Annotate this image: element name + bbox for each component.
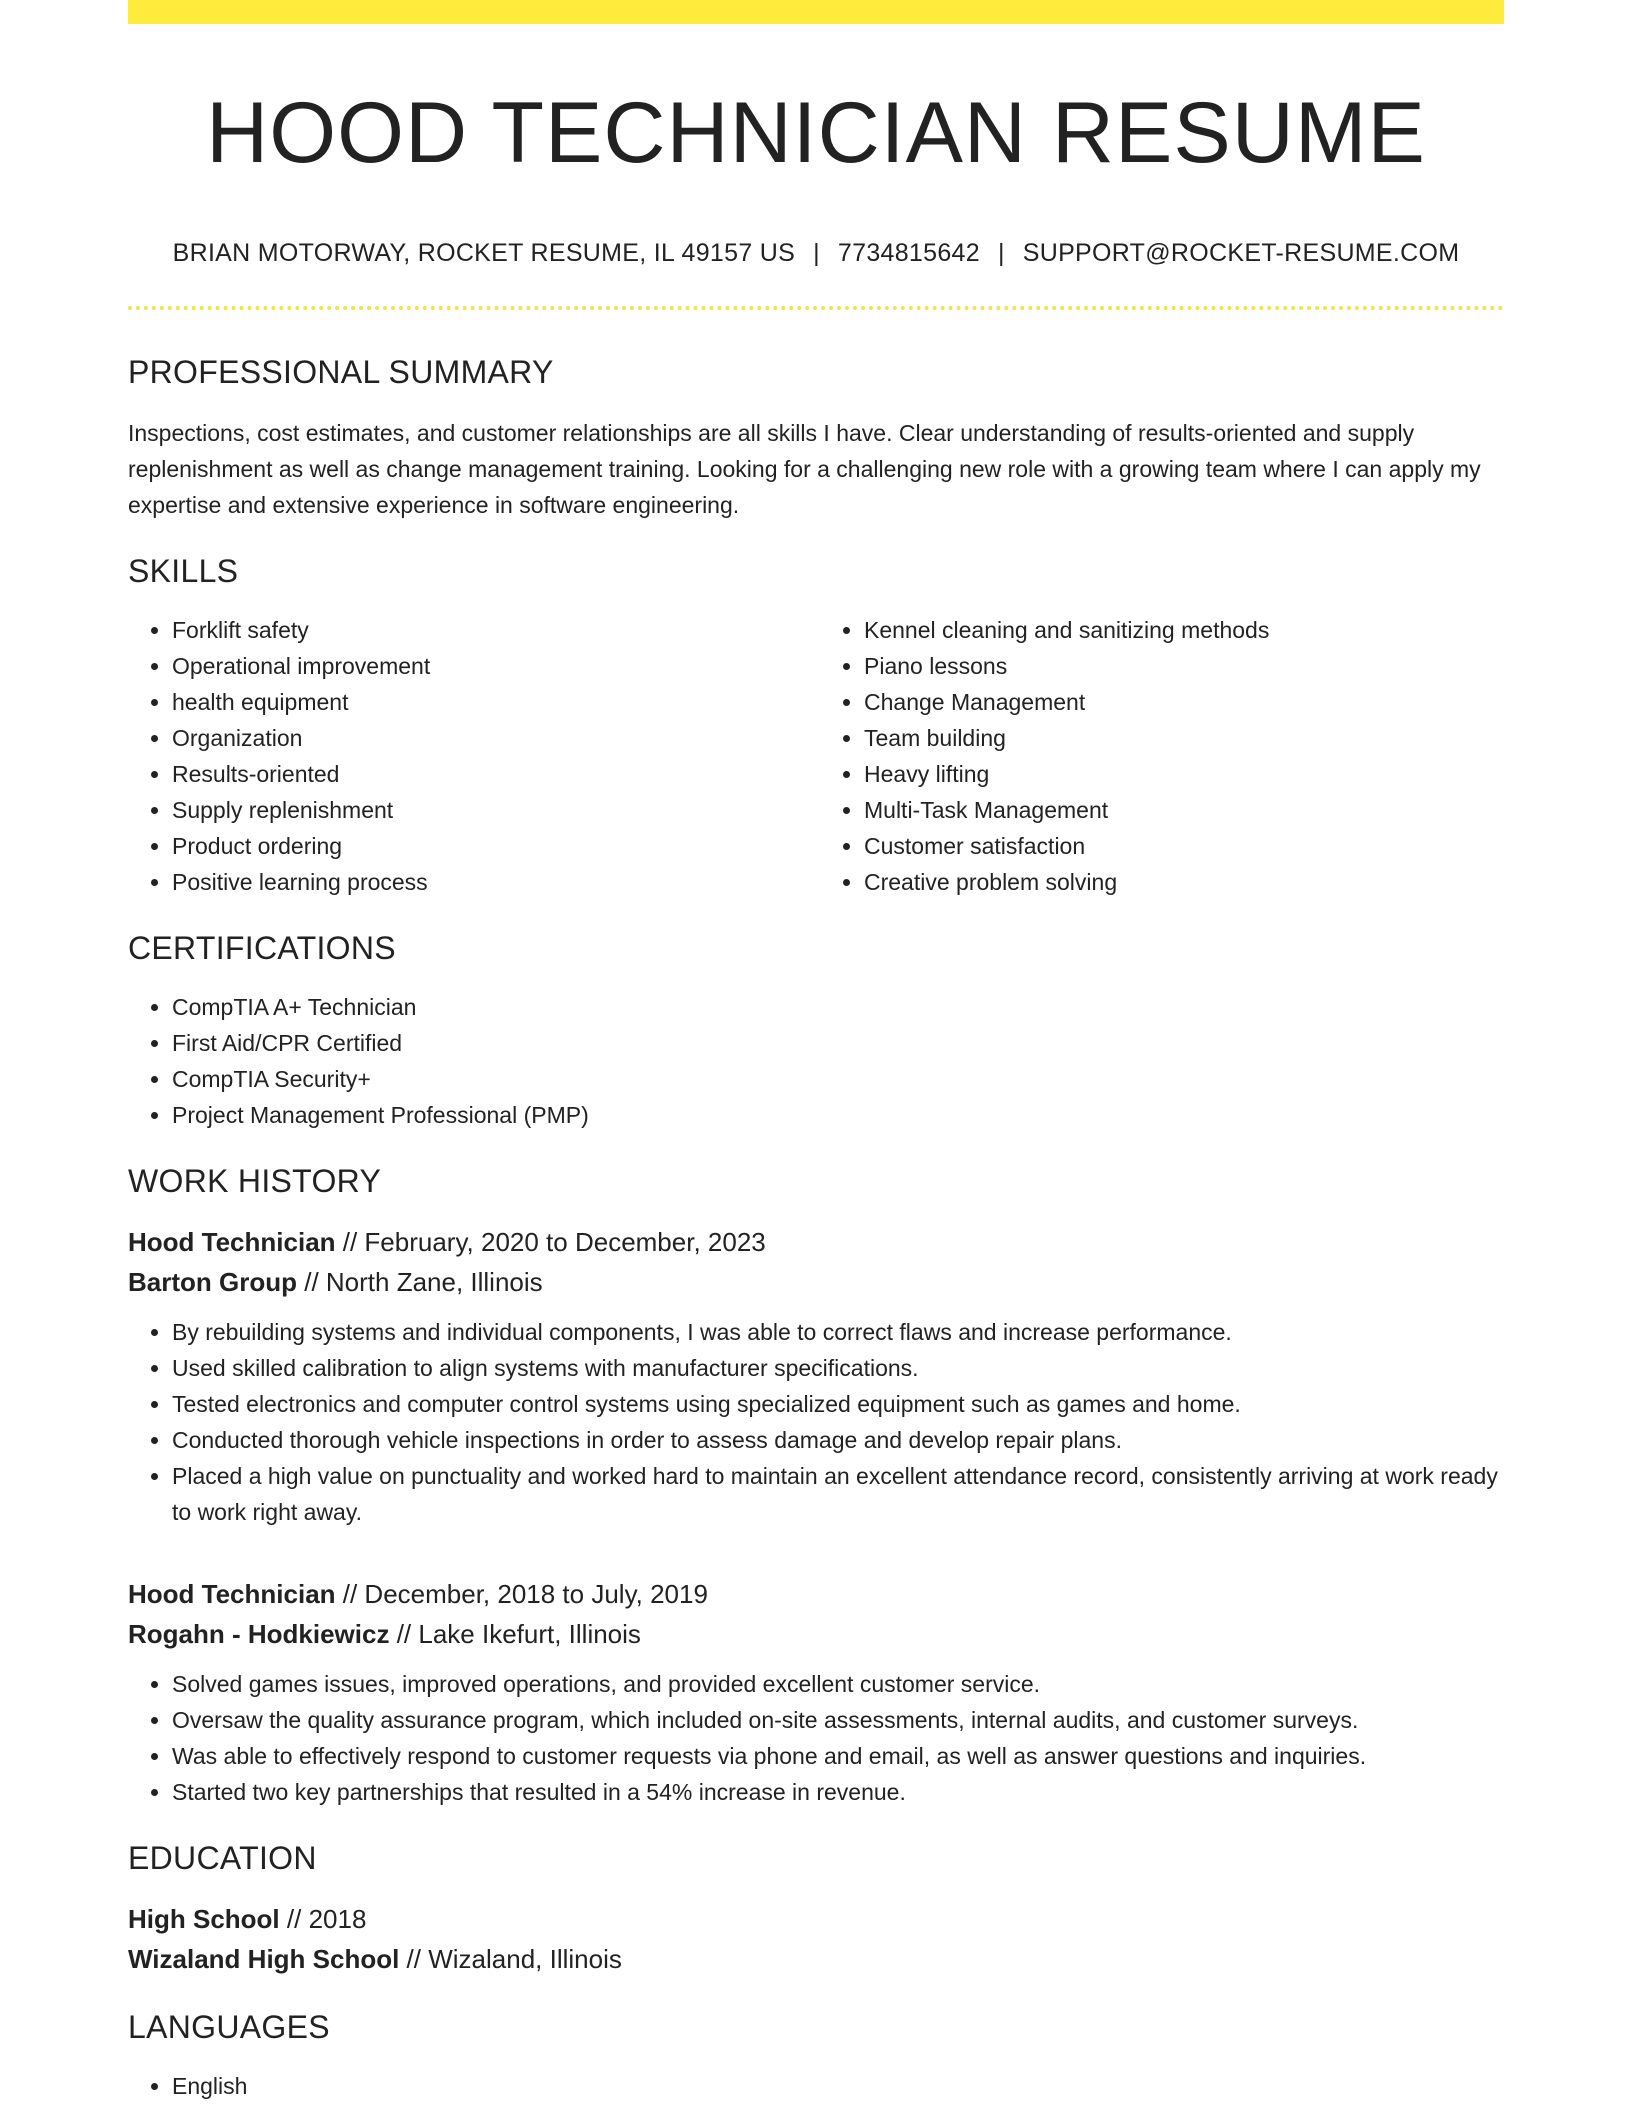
- skill-item: • Creative problem solving: [864, 864, 1504, 900]
- skill-item: • health equipment: [172, 684, 816, 720]
- contact-phone: 7734815642: [837, 238, 980, 267]
- skill-item: • Product ordering: [172, 828, 816, 864]
- job-role: Hood Technician: [128, 1578, 336, 1609]
- resume-page: [128, 0, 1504, 2104]
- education-school-line: [128, 1939, 1504, 1979]
- skill-item: • Results-oriented: [172, 756, 816, 792]
- job-bullets: [128, 1666, 1504, 1810]
- contact-address: BRIAN MOTORWAY, ROCKET RESUME, IL 49157 US: [172, 238, 796, 267]
- languages-section: [128, 2009, 1504, 2104]
- skill-item: • Supply replenishment: [172, 792, 816, 828]
- header-divider: [128, 306, 1504, 310]
- job-role-line: [128, 1574, 1504, 1614]
- section-title-education: EDUCATION: [128, 1839, 317, 1876]
- skill-item: • Piano lessons: [864, 648, 1504, 684]
- education-school: Wizaland High School: [128, 1943, 400, 1974]
- education-location: // Wizaland, Illinois: [399, 1943, 622, 1974]
- certification-item: • CompTIA Security+: [172, 1061, 1504, 1097]
- skill-item: • Operational improvement: [172, 648, 816, 684]
- job-entry: [128, 1222, 1504, 1530]
- language-item: • English: [172, 2068, 1504, 2104]
- certification-item: • First Aid/CPR Certified: [172, 1025, 1504, 1061]
- job-bullet: • Placed a high value on punctuality and worked hard to maintain an excellent attendance record, consistently arriving at work ready to work right away.: [172, 1458, 1504, 1530]
- job-dates: // February, 2020 to December, 2023: [335, 1226, 766, 1257]
- contact-email: SUPPORT@ROCKET-RESUME.COM: [1022, 238, 1460, 267]
- languages-list: [128, 2068, 1504, 2104]
- job-location: // Lake Ikefurt, Illinois: [389, 1618, 641, 1649]
- contact-line: [128, 239, 1504, 268]
- skill-item: • Kennel cleaning and sanitizing methods: [864, 612, 1504, 648]
- work-history-section: [128, 1163, 1504, 1810]
- job-bullet: • Was able to effectively respond to customer requests via phone and email, as well as answer questions and inquiries.: [172, 1738, 1504, 1774]
- section-title-certifications: CERTIFICATIONS: [128, 929, 396, 966]
- skill-item: • Change Management: [864, 684, 1504, 720]
- skill-item: • Team building: [864, 720, 1504, 756]
- job-company-line: [128, 1262, 1504, 1302]
- skills-columns: [128, 612, 1504, 900]
- section-title-work-history: WORK HISTORY: [128, 1162, 382, 1199]
- job-company: Rogahn - Hodkiewicz: [128, 1618, 390, 1649]
- job-company-line: [128, 1614, 1504, 1654]
- skill-item: • Forklift safety: [172, 612, 816, 648]
- certification-item: • CompTIA A+ Technician: [172, 989, 1504, 1025]
- job-bullet: • By rebuilding systems and individual components, I was able to correct flaws and increase performance.: [172, 1314, 1504, 1350]
- job-bullet: • Oversaw the quality assurance program, which included on-site assessments, internal audits, and customer surveys.: [172, 1702, 1504, 1738]
- education-degree-line: [128, 1899, 1504, 1939]
- skill-item: • Organization: [172, 720, 816, 756]
- resume-title: HOOD TECHNICIAN RESUME: [206, 85, 1426, 181]
- education-year: // 2018: [279, 1903, 367, 1934]
- job-dates: // December, 2018 to July, 2019: [335, 1578, 708, 1609]
- skills-list-left: [128, 612, 816, 900]
- skill-item: • Heavy lifting: [864, 756, 1504, 792]
- job-bullet: • Conducted thorough vehicle inspections in order to assess damage and develop repair plans.: [172, 1422, 1504, 1458]
- certifications-section: [128, 930, 1504, 1133]
- job-bullet: • Started two key partnerships that resulted in a 54% increase in revenue.: [172, 1774, 1504, 1810]
- skill-item: • Positive learning process: [172, 864, 816, 900]
- contact-separator: |: [997, 238, 1005, 267]
- certification-item: • Project Management Professional (PMP): [172, 1097, 1504, 1133]
- education-section: [128, 1840, 1504, 1979]
- job-company: Barton Group: [128, 1266, 297, 1297]
- job-bullet: • Solved games issues, improved operations, and provided excellent customer service.: [172, 1666, 1504, 1702]
- contact-separator: |: [813, 238, 820, 267]
- certifications-list: [128, 989, 1504, 1133]
- skill-item: • Customer satisfaction: [864, 828, 1504, 864]
- summary-text: Inspections, cost estimates, and customer relationships are all skills I have. Clear understanding of results-oriented and supply replenishment as well as change management training. Looking for a challenging new role with a growing team where I can apply my expertise and extensive experience in software engineering.: [128, 419, 1481, 518]
- job-role-line: [128, 1222, 1504, 1262]
- education-degree: High School: [128, 1903, 280, 1934]
- job-bullet: • Used skilled calibration to align systems with manufacturer specifications.: [172, 1350, 1504, 1386]
- section-title-summary: PROFESSIONAL SUMMARY: [128, 353, 554, 390]
- skill-item: • Multi-Task Management: [864, 792, 1504, 828]
- accent-top-bar: [128, 0, 1504, 24]
- job-role: Hood Technician: [128, 1226, 336, 1257]
- section-title-skills: SKILLS: [128, 552, 239, 589]
- skills-list-right: [816, 612, 1504, 900]
- job-bullets: [128, 1314, 1504, 1530]
- job-entry: [128, 1574, 1504, 1810]
- skills-section: [128, 553, 1504, 900]
- job-location: // North Zane, Illinois: [297, 1266, 543, 1297]
- section-title-languages: LANGUAGES: [128, 2008, 330, 2045]
- job-bullet: • Tested electronics and computer control systems using specialized equipment such as games and home.: [172, 1386, 1504, 1422]
